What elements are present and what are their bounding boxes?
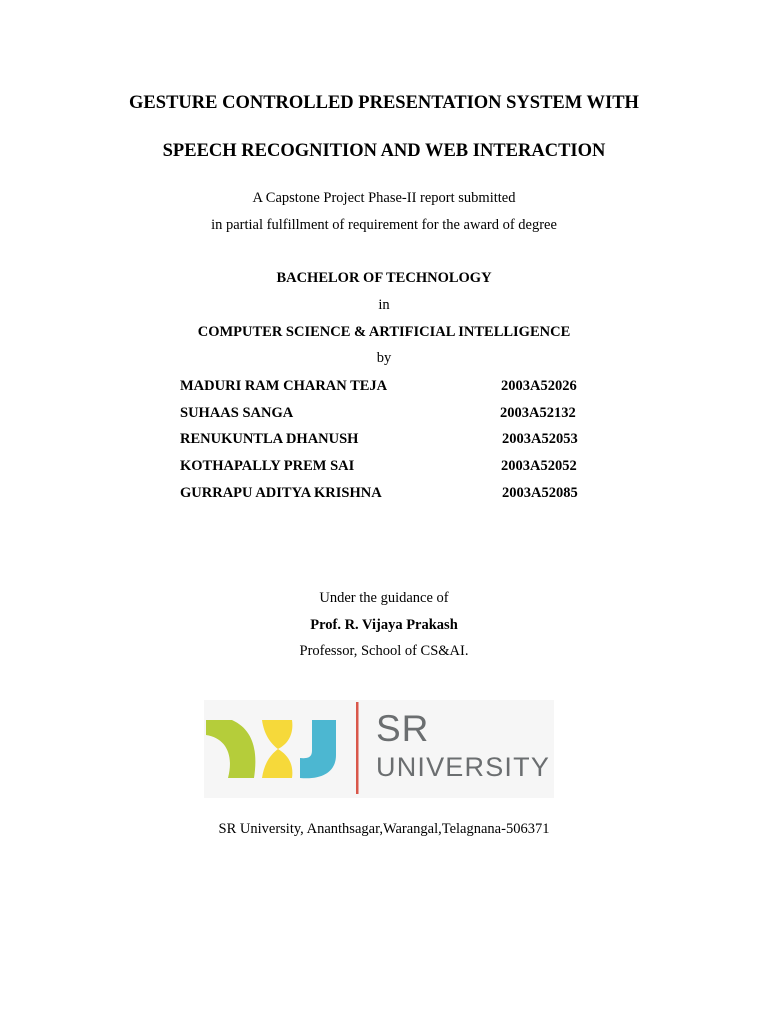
student-roll-number: 2003A52085 <box>502 485 578 501</box>
student-name: KOTHAPALLY PREM SAI <box>180 458 355 474</box>
student-name: GURRAPU ADITYA KRISHNA <box>180 485 382 501</box>
degree-name: BACHELOR OF TECHNOLOGY <box>276 270 492 286</box>
guidance-label: Under the guidance of <box>319 590 449 606</box>
subtitle-line-1: A Capstone Project Phase-II report submitted <box>252 190 516 206</box>
student-roll-number: 2003A52052 <box>501 458 577 474</box>
student-row <box>180 378 600 398</box>
logo-green-shape <box>206 720 255 778</box>
in-word: in <box>378 297 390 313</box>
logo-text-sr: SR <box>376 708 430 749</box>
logo-divider <box>356 702 359 794</box>
by-word: by <box>376 350 392 366</box>
student-roll-number: 2003A52053 <box>502 431 578 447</box>
sr-university-logo <box>204 700 554 798</box>
logo-text-university: UNIVERSITY <box>376 752 551 782</box>
student-roll-number: 2003A52132 <box>500 405 576 421</box>
student-roll-number: 2003A52026 <box>501 378 577 394</box>
title-line-1: GESTURE CONTROLLED PRESENTATION SYSTEM WITH <box>129 93 639 113</box>
guide-designation: Professor, School of CS&AI. <box>299 643 469 659</box>
branch-name: COMPUTER SCIENCE & ARTIFICIAL INTELLIGENCE <box>197 324 571 340</box>
title-line-2: SPEECH RECOGNITION AND WEB INTERACTION <box>162 141 606 161</box>
subtitle-line-2: in partial fulfillment of requirement for the award of degree <box>211 217 557 233</box>
guide-name: Prof. R. Vijaya Prakash <box>310 617 458 633</box>
student-row <box>180 458 600 478</box>
student-name: SUHAAS SANGA <box>180 405 294 421</box>
student-row <box>180 431 600 451</box>
logo-blue-shape <box>300 720 336 778</box>
student-name: RENUKUNTLA DHANUSH <box>180 431 359 447</box>
student-name: MADURI RAM CHARAN TEJA <box>180 378 388 394</box>
student-row <box>180 485 600 505</box>
student-row <box>180 405 600 425</box>
university-address: SR University, Ananthsagar,Warangal,Telagnana-506371 <box>218 821 550 837</box>
logo-yellow-shape <box>262 720 292 778</box>
